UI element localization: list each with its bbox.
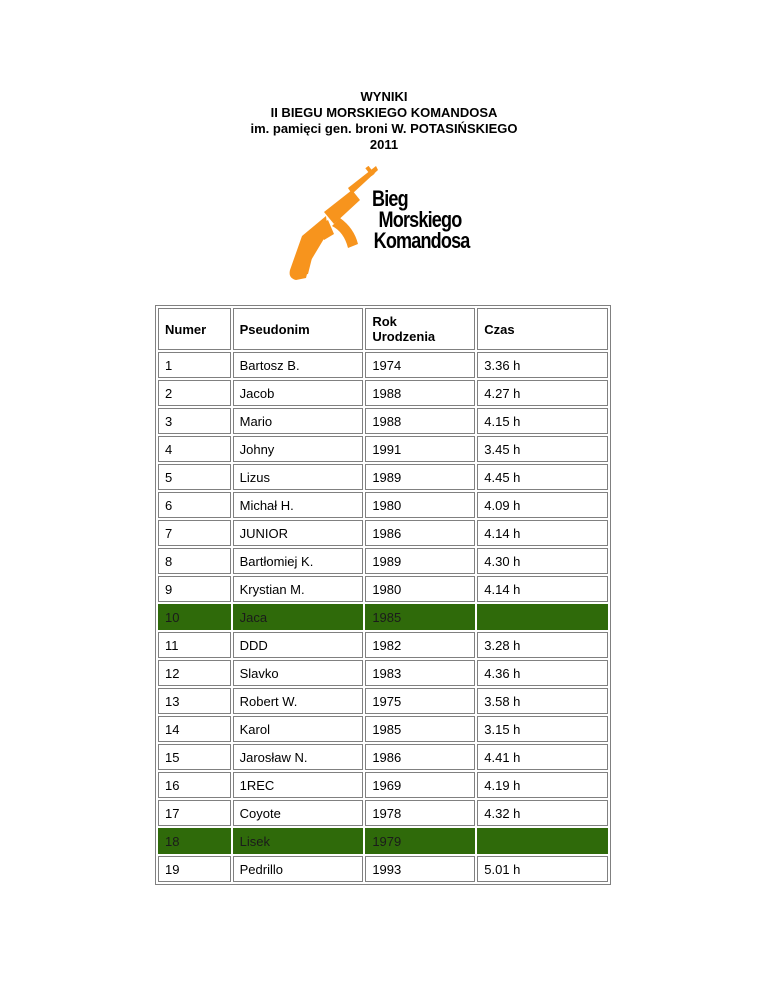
cell-rok: 1988 [365,408,475,434]
cell-czas: 4.15 h [477,408,608,434]
cell-numer: 5 [158,464,231,490]
table-row [158,800,608,826]
cell-czas: 3.36 h [477,352,608,378]
title-line-event: II BIEGU MORSKIEGO KOMANDOSA [270,105,498,120]
cell-rok: 1979 [365,828,475,854]
logo-word-morskiego: Morskiego [378,207,462,232]
cell-numer: 1 [158,352,231,378]
cell-numer: 8 [158,548,231,574]
cell-rok: 1988 [365,380,475,406]
cell-pseudonim: Mario [233,408,364,434]
cell-rok: 1985 [365,716,475,742]
title-line-results: WYNIKI [360,89,408,104]
table-row [158,828,608,854]
cell-rok: 1969 [365,772,475,798]
cell-czas: 4.14 h [477,520,608,546]
cell-numer: 16 [158,772,231,798]
cell-numer: 18 [158,828,231,854]
cell-pseudonim: Robert W. [233,688,364,714]
table-row [158,548,608,574]
table-row [158,716,608,742]
table-row [158,464,608,490]
cell-rok: 1975 [365,688,475,714]
cell-rok: 1989 [365,464,475,490]
cell-numer: 7 [158,520,231,546]
cell-numer: 14 [158,716,231,742]
cell-numer: 10 [158,604,231,630]
table-row [158,772,608,798]
cell-rok: 1982 [365,632,475,658]
logo-wordmark [372,188,470,251]
event-logo [288,166,478,282]
cell-pseudonim: Slavko [233,660,364,686]
header-numer: Numer [158,308,231,350]
table-row [158,604,608,630]
cell-numer: 3 [158,408,231,434]
cell-pseudonim: Lisek [233,828,364,854]
title-line-year: 2011 [369,137,399,152]
cell-pseudonim: Johny [233,436,364,462]
cell-pseudonim: Michał H. [233,492,364,518]
cell-rok: 1989 [365,548,475,574]
table-row [158,576,608,602]
cell-pseudonim: Jacob [233,380,364,406]
cell-rok: 1980 [365,492,475,518]
table-row [158,660,608,686]
cell-pseudonim: Jarosław N. [233,744,364,770]
cell-pseudonim: Krystian M. [233,576,364,602]
cell-rok: 1986 [365,520,475,546]
cell-czas: 4.19 h [477,772,608,798]
cell-rok: 1986 [365,744,475,770]
cell-pseudonim: Bartłomiej K. [233,548,364,574]
cell-czas: 4.09 h [477,492,608,518]
cell-czas: 4.27 h [477,380,608,406]
cell-pseudonim: DDD [233,632,364,658]
document-title [0,89,768,153]
cell-czas: 5.01 h [477,856,608,882]
results-table [155,305,611,885]
cell-rok: 1991 [365,436,475,462]
cell-czas [477,604,608,630]
header-rok-line2: Urodzenia [372,329,436,344]
cell-pseudonim: JUNIOR [233,520,364,546]
cell-numer: 9 [158,576,231,602]
table-row [158,744,608,770]
cell-numer: 13 [158,688,231,714]
cell-pseudonim: Lizus [233,464,364,490]
cell-pseudonim: Karol [233,716,364,742]
table-row [158,408,608,434]
cell-rok: 1974 [365,352,475,378]
cell-numer: 4 [158,436,231,462]
table-row [158,688,608,714]
cell-czas: 4.41 h [477,744,608,770]
title-line-memorial: im. pamięci gen. broni W. POTASIŃSKIEGO [250,121,518,136]
cell-czas: 3.28 h [477,632,608,658]
cell-rok: 1993 [365,856,475,882]
cell-numer: 6 [158,492,231,518]
cell-numer: 11 [158,632,231,658]
table-row [158,352,608,378]
table-row [158,856,608,882]
table-row [158,380,608,406]
cell-czas: 3.45 h [477,436,608,462]
cell-czas: 4.36 h [477,660,608,686]
cell-czas: 4.30 h [477,548,608,574]
cell-czas: 4.45 h [477,464,608,490]
cell-czas: 4.14 h [477,576,608,602]
cell-numer: 17 [158,800,231,826]
cell-czas: 3.15 h [477,716,608,742]
logo-word-bieg: Bieg [372,186,408,211]
cell-czas: 3.58 h [477,688,608,714]
table-row [158,632,608,658]
table-row [158,492,608,518]
table-header-row [158,308,608,350]
cell-numer: 19 [158,856,231,882]
cell-czas [477,828,608,854]
cell-czas: 4.32 h [477,800,608,826]
header-rok-urodzenia [365,308,475,350]
table-row [158,520,608,546]
header-rok-line1: Rok [372,314,397,329]
table-row [158,436,608,462]
cell-pseudonim: Coyote [233,800,364,826]
rifle-icon [288,166,378,282]
cell-rok: 1985 [365,604,475,630]
cell-numer: 2 [158,380,231,406]
header-pseudonim: Pseudonim [233,308,364,350]
cell-rok: 1980 [365,576,475,602]
cell-pseudonim: Jaca [233,604,364,630]
cell-rok: 1983 [365,660,475,686]
cell-rok: 1978 [365,800,475,826]
header-czas: Czas [477,308,608,350]
cell-pseudonim: 1REC [233,772,364,798]
logo-word-komandosa: Komandosa [373,228,470,253]
cell-pseudonim: Pedrillo [233,856,364,882]
cell-pseudonim: Bartosz B. [233,352,364,378]
cell-numer: 15 [158,744,231,770]
cell-numer: 12 [158,660,231,686]
